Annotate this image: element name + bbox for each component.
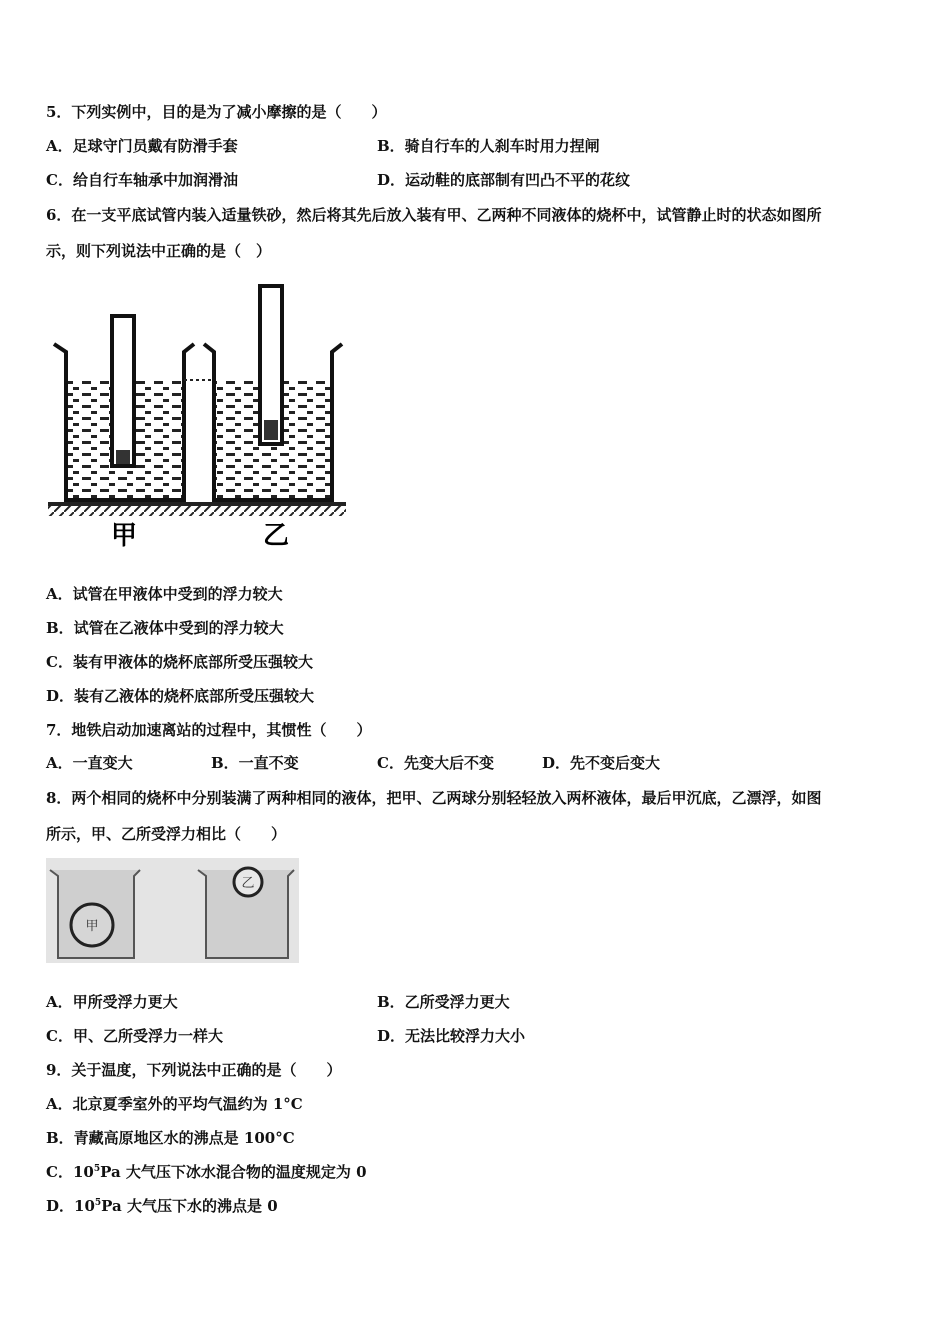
- q9-option-a: A．北京夏季室外的平均气温约为 1°C: [46, 1095, 303, 1113]
- q8-figure-balls: [46, 858, 299, 963]
- q8-option-d: D．无法比较浮力大小: [377, 1027, 526, 1045]
- q6-option-b: B．试管在乙液体中受到的浮力较大: [46, 619, 284, 637]
- q6-stem-line1: 6．在一支平底试管内装入适量铁砂，然后将其先后放入装有甲、乙两种不同液体的烧杯中，试管静止时的状态如图所: [46, 206, 822, 224]
- q5-option-c: C．给自行车轴承中加润滑油: [46, 171, 238, 189]
- q9-option-c-exponent: 5: [93, 1164, 101, 1174]
- q9-option-c-prefix: C．10: [46, 1163, 94, 1181]
- q8-option-a: A．甲所受浮力更大: [46, 993, 178, 1011]
- q5-option-b: B．骑自行车的人刹车时用力捏闸: [377, 137, 600, 155]
- q8-stem-line1: 8．两个相同的烧杯中分别装满了两种相同的液体，把甲、乙两球分别轻轻放入两杯液体，最后甲沉底，乙漂浮，如图: [46, 789, 822, 807]
- q8-label-jia: 甲: [85, 919, 99, 934]
- q7-option-a: A．一直变大: [46, 754, 133, 772]
- q9-option-d-exponent: 5: [94, 1198, 102, 1208]
- beaker-jia: [54, 316, 194, 500]
- q6-label-yi: 乙: [262, 521, 290, 551]
- q8-label-yi: 乙: [241, 876, 255, 891]
- q7-option-c: C．先变大后不变: [377, 754, 494, 772]
- q6-figure-beakers: [44, 282, 349, 552]
- q9-option-d-suffix: Pa 大气压下水的沸点是 0: [101, 1197, 278, 1215]
- beaker-yi: [204, 286, 342, 500]
- beaker-yi: [198, 868, 294, 958]
- q9-stem: 9．关于温度，下列说法中正确的是（ ）: [46, 1061, 342, 1079]
- q6-option-c: C．装有甲液体的烧杯底部所受压强较大: [46, 653, 313, 671]
- q7-option-b: B．一直不变: [211, 754, 299, 772]
- beaker-jia: [50, 870, 140, 958]
- q9-option-c-suffix: Pa 大气压下冰水混合物的温度规定为 0: [100, 1163, 367, 1181]
- q9-option-b: B．青藏高原地区水的沸点是 100°C: [46, 1129, 295, 1147]
- q6-option-a: A．试管在甲液体中受到的浮力较大: [46, 585, 283, 603]
- q9-option-d-prefix: D．10: [46, 1197, 95, 1215]
- q6-stem-line2: 示，则下列说法中正确的是（ ）: [46, 242, 272, 260]
- q7-stem: 7．地铁启动加速离站的过程中，其惯性（ ）: [46, 721, 372, 739]
- q5-option-d: D．运动鞋的底部制有凹凸不平的花纹: [377, 171, 631, 189]
- q9-option-d: [46, 1196, 278, 1216]
- q6-option-d: D．装有乙液体的烧杯底部所受压强较大: [46, 687, 315, 705]
- q6-label-jia: 甲: [110, 521, 138, 551]
- q5-stem: 5．下列实例中，目的是为了减小摩擦的是（ ）: [46, 103, 387, 121]
- q8-stem-line2: 所示，甲、乙所受浮力相比（ ）: [46, 825, 287, 843]
- q5-option-a: A．足球守门员戴有防滑手套: [46, 137, 238, 155]
- q8-option-b: B．乙所受浮力更大: [377, 993, 510, 1011]
- q9-option-c: [46, 1162, 367, 1182]
- q7-option-d: D．先不变后变大: [542, 754, 661, 772]
- q8-option-c: C．甲、乙所受浮力一样大: [46, 1027, 223, 1045]
